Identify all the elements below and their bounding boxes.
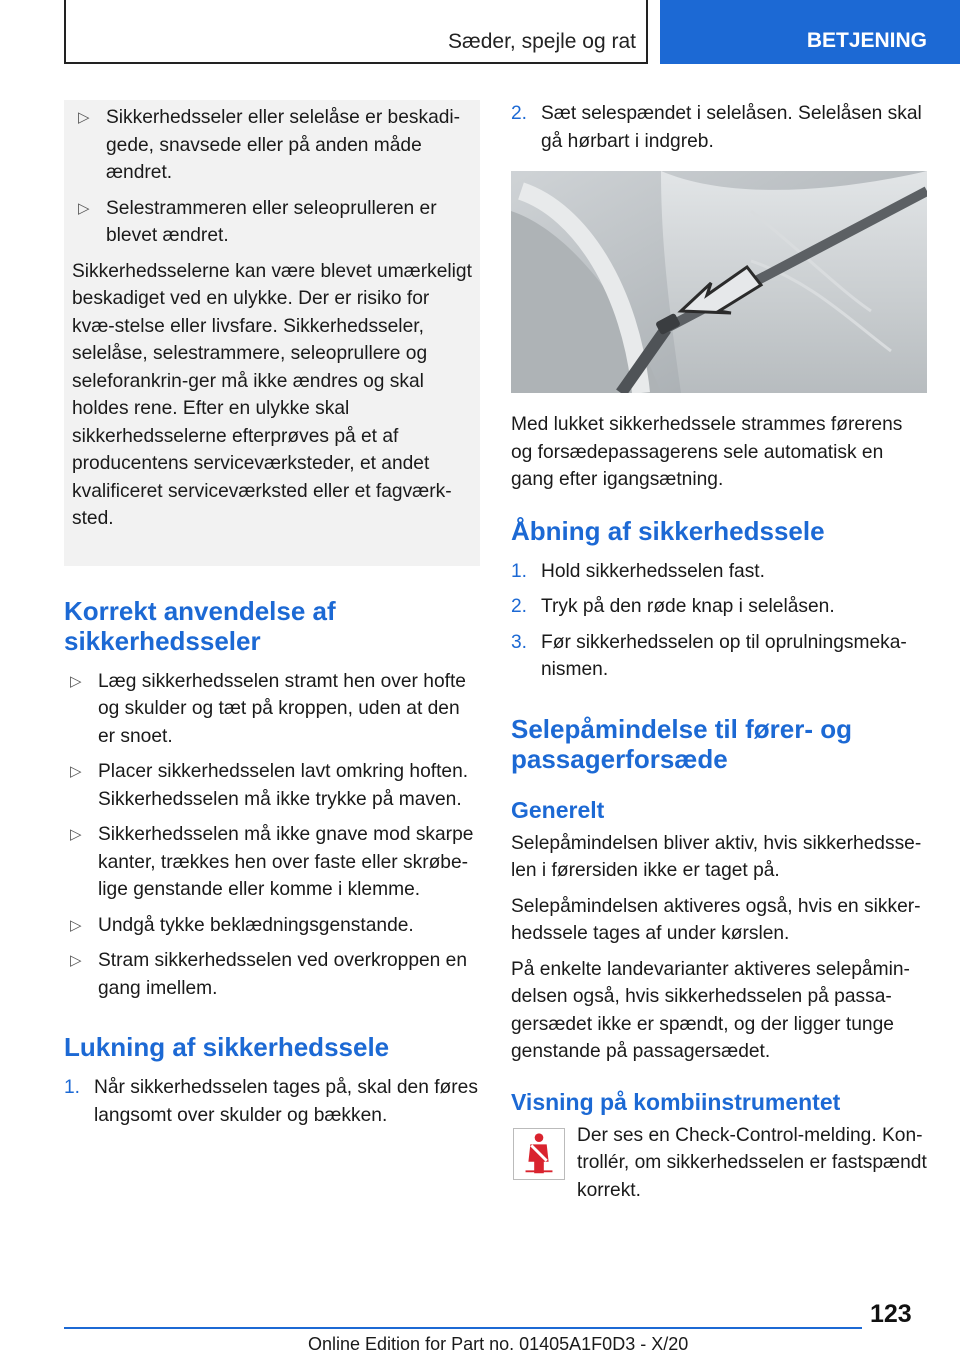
step-number: 1. [64, 1077, 81, 1098]
header-section-title: Sæder, spejle og rat [448, 30, 636, 53]
list-item: ▷ Selestrammeren eller seleoprulleren er blevet ændret. [72, 195, 472, 250]
heading-correct-use: Korrekt anvendelse af sikkerhedsseler [64, 595, 336, 656]
warning-text: Sikkerhedsselerne kan være blevet umærkeligt beskadiget ved en ulykke. Der er risiko for kvæ-stelse eller livsfare. Sikkerhedsseler, selelåse, selestrammere, seleoprullere og seleforankrin-ger må ikke ændres og skal holdes rene. Efter en ulykke skal sikkerhedsselerne efterprøves på et af producentens serviceværksteder, et andet kvalificeret serviceværksted eller et fagværk-sted. [72, 260, 472, 529]
seatbelt-buckle-photo [511, 171, 927, 393]
list-item: ▷ Læg sikkerhedsselen stramt hen over hofte og skulder og tæt på kroppen, uden at den er snoet. [64, 668, 480, 751]
right-column [511, 100, 927, 1212]
step-number: 1. [511, 560, 528, 582]
triangle-bullet-icon: ▷ [78, 199, 90, 217]
list-item: ▷ Stram sikkerhedsselen ved overkroppen en gang imellem. [64, 947, 480, 1002]
header-chapter-label: BETJENING [806, 29, 927, 52]
list-item: ▷ Placer sikkerhedsselen lavt omkring hoften. Sikkerhedsselen må ikke trykke på maven. [64, 758, 480, 813]
triangle-bullet-icon: ▷ [70, 826, 82, 843]
seatbelt-warning-icon [513, 1128, 565, 1180]
triangle-bullet-icon: ▷ [70, 916, 82, 934]
heading-closing-belt: Lukning af sikkerhedssele [64, 1032, 390, 1062]
heading-general: Generelt [511, 796, 605, 823]
step-number: 3. [511, 631, 528, 653]
header-chapter-tab[interactable] [660, 0, 960, 64]
step-number: 2. [511, 103, 528, 124]
instrument-display-note [511, 1122, 927, 1205]
page-number: 123 [870, 1300, 912, 1328]
triangle-bullet-icon: ▷ [78, 109, 90, 126]
heading-opening-belt: Åbning af sikkerhedssele [511, 515, 825, 546]
footer-rule [64, 1327, 862, 1329]
heading-belt-reminder: Selepåmindelse til fører- og passagerforsæde [511, 713, 852, 774]
paragraph: På enkelte landevarianter aktiveres selepåmin-delsen også, hvis sikkerhedsselen på passa-gersædet ikke er spændt, og der ligger tunge genstande på passagersædet. [511, 958, 910, 1062]
step-item: 2. Sæt selespændet i selelåsen. Selelåsen skal gå hørbart i indgreb. [511, 100, 927, 155]
after-photo-text: Med lukket sikkerhedssele strammes førerens og forsædepassagerens sele automatisk en gang efter igangsætning. [511, 414, 903, 490]
step-item: 3. Før sikkerhedsselen op til oprulningsmeka-nismen. [511, 629, 927, 684]
list-item: ▷ Sikkerhedsselen må ikke gnave mod skarpe kanter, trækkes hen over faste eller skrøbe-lige genstande eller komme i klemme. [64, 821, 480, 904]
list-item: ▷ Sikkerhedsseler eller selelåse er beskadi-gede, snavsede eller på anden måde ændret. [72, 104, 472, 187]
step-item: 2. Tryk på den røde knap i selelåsen. [511, 593, 927, 621]
step-item: 1. Når sikkerhedsselen tages på, skal den føres langsomt over skulder og bækken. [64, 1074, 480, 1129]
heading-instrument-display: Visning på kombiinstrumentet [511, 1088, 841, 1115]
header-box [64, 0, 648, 64]
edition-text: Online Edition for Part no. 01405A1F0D3 - X/20 [308, 1334, 689, 1354]
step-number: 2. [511, 596, 528, 617]
triangle-bullet-icon: ▷ [70, 952, 82, 969]
list-item: ▷ Undgå tykke beklædningsgenstande. [64, 912, 480, 940]
warning-box [64, 100, 480, 566]
left-column [64, 100, 480, 1137]
triangle-bullet-icon: ▷ [70, 763, 82, 780]
triangle-bullet-icon: ▷ [70, 672, 82, 690]
paragraph: Selepåmindelsen bliver aktiv, hvis sikkerhedsse-len i førersiden ikke er taget på. [511, 832, 922, 881]
instrument-display-text: Der ses en Check-Control-melding. Kon-trollér, om sikkerhedsselen er fastspændt korrekt. [577, 1124, 927, 1201]
step-item: 1. Hold sikkerhedsselen fast. [511, 558, 927, 586]
paragraph: Selepåmindelsen aktiveres også, hvis en sikker-hedssele tages af under kørslen. [511, 895, 921, 944]
